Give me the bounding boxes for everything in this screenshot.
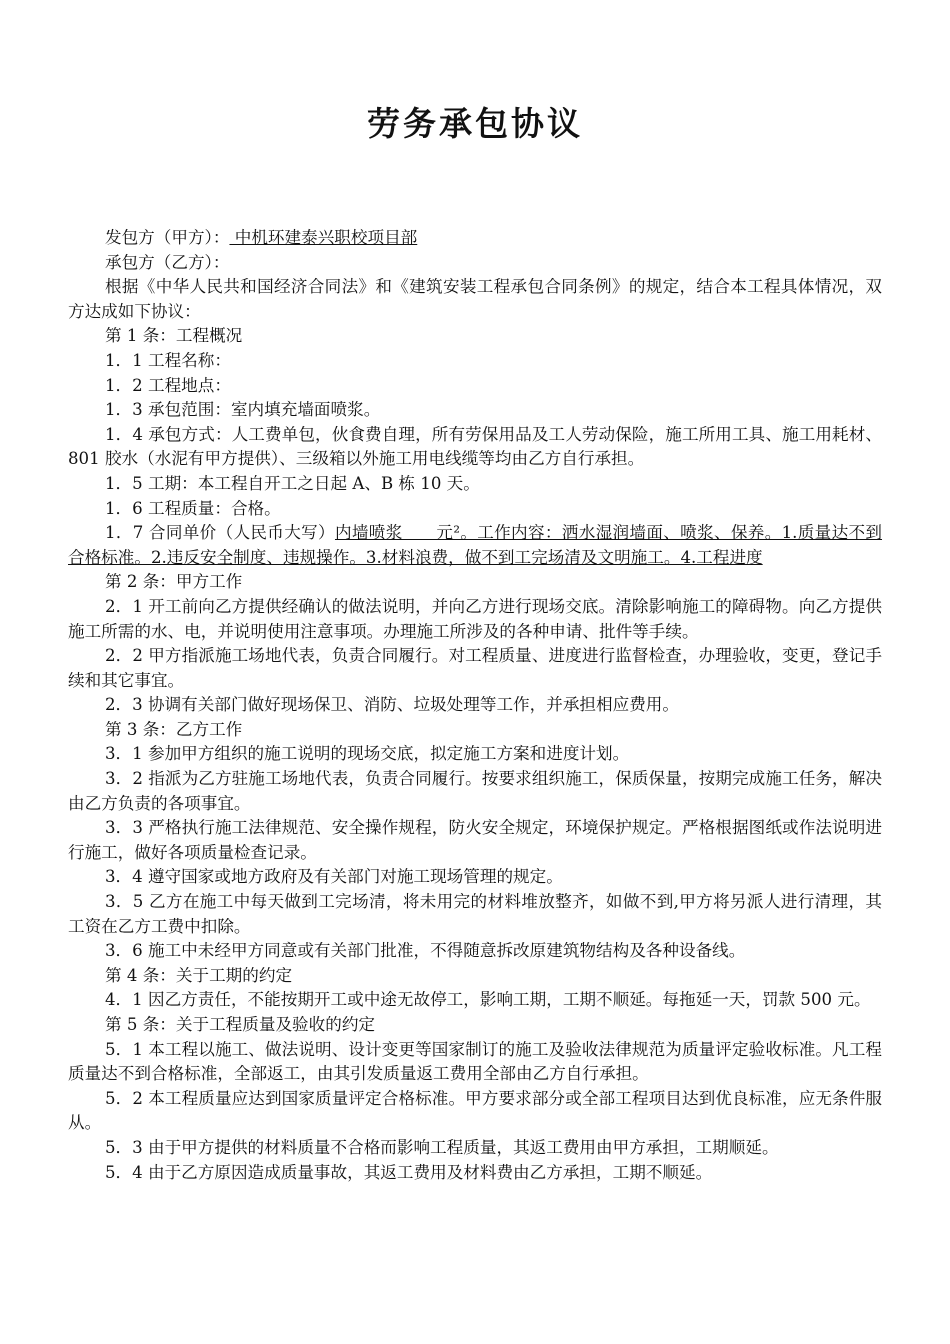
article-1-item: 1．4 承包方式：人工费单包，伙食费自理，所有劳保用品及工人劳动保险，施工所用工具、施工用耗材、801 胶水（水泥有甲方提供）、三级箱以外施工用电线缆等均由乙方自行承担。 bbox=[68, 424, 882, 469]
article-3-item: 3．6 施工中未经甲方同意或有关部门批准，不得随意拆改原建筑物结构及各种设备线。 bbox=[105, 941, 746, 961]
party-a-line bbox=[68, 226, 882, 251]
article-3-item: 3．4 遵守国家或地方政府及有关部门对施工现场管理的规定。 bbox=[105, 867, 563, 887]
document-body bbox=[68, 226, 882, 1185]
party-a-value: 中机环建泰兴职校项目部 bbox=[229, 228, 418, 247]
item-7-underlined-text: 内墙喷浆 元²。工作内容：洒水湿润墙面、喷浆、保养。1.质量达不到合格标准。2.违反安全制度、违规操作。3.材料浪费，做不到工完场清及文明施工。4.工程进度 bbox=[68, 523, 883, 567]
article-1-item-7 bbox=[68, 521, 882, 570]
article-2-heading: 第 2 条：甲方工作 bbox=[105, 572, 243, 592]
article-1-item: 1．5 工期：本工程自开工之日起 A、B 栋 10 天。 bbox=[105, 473, 480, 493]
intro-paragraph: 根据《中华人民共和国经济合同法》和《建筑安装工程承包合同条例》的规定，结合本工程具体情况，双方达成如下协议： bbox=[68, 277, 882, 321]
article-3-item: 3．3 严格执行施工法律规范、安全操作规程，防火安全规定，环境保护规定。严格根据图纸或作法说明进行施工，做好各项质量检查记录。 bbox=[68, 818, 882, 862]
item-7-prefix: 1．7 合同单价（人民币大写） bbox=[105, 523, 335, 543]
article-1-item: 1．6 工程质量：合格。 bbox=[105, 498, 281, 518]
article-1-item: 1．3 承包范围：室内填充墙面喷浆。 bbox=[105, 400, 381, 420]
article-3-heading: 第 3 条：乙方工作 bbox=[105, 719, 243, 739]
article-2-item: 2．3 协调有关部门做好现场保卫、消防、垃圾处理等工作，并承担相应费用。 bbox=[105, 695, 679, 715]
article-1-heading: 第 1 条：工程概况 bbox=[105, 326, 243, 346]
article-3-item: 3．5 乙方在施工中每天做到工完场清，将未用完的材料堆放整齐，如做不到,甲方将另派人进行清理，其工资在乙方工费中扣除。 bbox=[68, 892, 882, 936]
article-2-item: 2．2 甲方指派施工场地代表，负责合同履行。对工程质量、进度进行监督检查，办理验收，变更，登记手续和其它事宜。 bbox=[68, 646, 882, 690]
article-2-item: 2．1 开工前向乙方提供经确认的做法说明，并向乙方进行现场交底。清除影响施工的障碍物。向乙方提供施工所需的水、电，并说明使用注意事项。办理施工所涉及的各种申请、批件等手续。 bbox=[68, 596, 882, 641]
document-title: 劳务承包协议 bbox=[367, 104, 583, 143]
article-5-item: 5．4 由于乙方原因造成质量事故，其返工费用及材料费由乙方承担，工期不顺延。 bbox=[105, 1162, 713, 1182]
article-5-item: 5．1 本工程以施工、做法说明、设计变更等国家制订的施工及验收法律规范为质量评定验收标准。凡工程质量达不到合格标准，全部返工，由其引发质量返工费用全部由乙方自行承担。 bbox=[68, 1039, 882, 1084]
article-1-item: 1．1 工程名称： bbox=[105, 350, 231, 370]
article-3-item: 3．2 指派为乙方驻施工场地代表，负责合同履行。按要求组织施工，保质保量，按期完成施工任务，解决由乙方负责的各项事宜。 bbox=[68, 769, 882, 813]
article-5-item: 5．2 本工程质量应达到国家质量评定合格标准。甲方要求部分或全部工程项目达到优良标准，应无条件服从。 bbox=[68, 1088, 882, 1133]
article-5-heading: 第 5 条：关于工程质量及验收的约定 bbox=[105, 1015, 376, 1034]
article-4-item: 4．1 因乙方责任，不能按期开工或中途无故停工，影响工期，工期不顺延。每拖延一天，罚款 500 元。 bbox=[105, 990, 871, 1010]
article-5-item: 5．3 由于甲方提供的材料质量不合格而影响工程质量，其返工费用由甲方承担，工期顺延。 bbox=[105, 1137, 779, 1157]
article-1-item: 1．2 工程地点： bbox=[105, 375, 231, 395]
article-3-item: 3．1 参加甲方组织的施工说明的现场交底，拟定施工方案和进度计划。 bbox=[105, 744, 630, 764]
party-a-label: 发包方（甲方）： bbox=[105, 228, 230, 247]
party-b-line: 承包方（乙方）： bbox=[105, 252, 230, 272]
article-4-heading: 第 4 条：关于工期的约定 bbox=[105, 965, 293, 985]
